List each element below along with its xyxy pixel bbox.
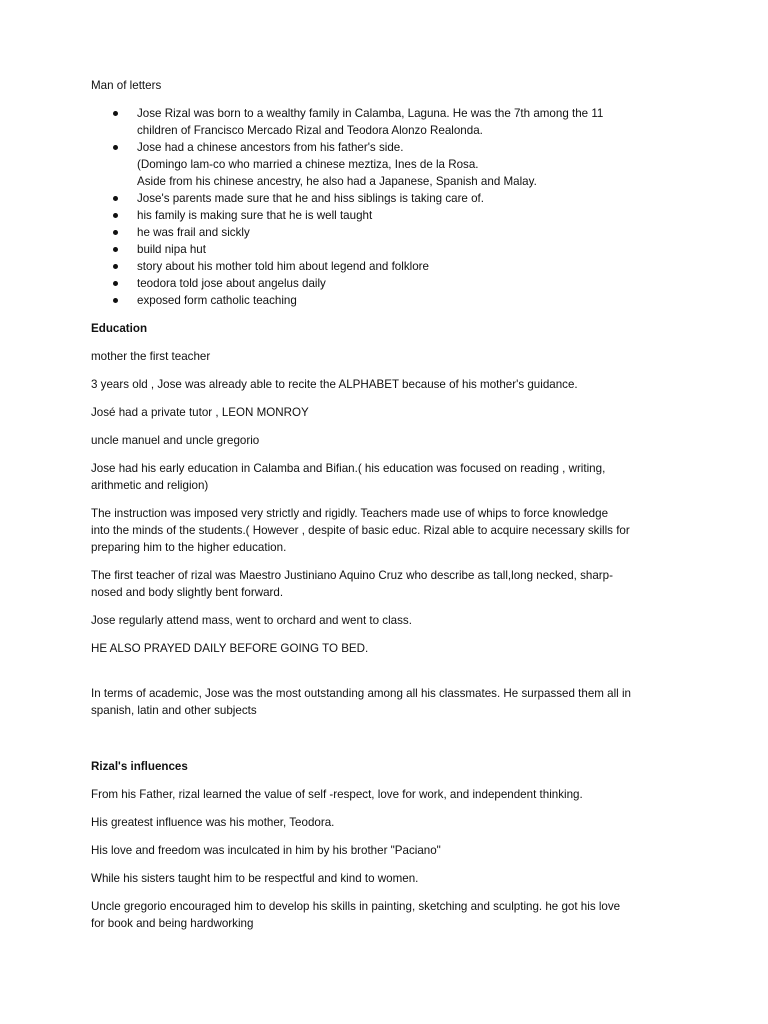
- paragraph: His greatest influence was his mother, Teodora.: [91, 816, 335, 829]
- list-item: exposed form catholic teaching: [91, 292, 681, 309]
- bullet-icon: [113, 196, 118, 201]
- paragraph: Jose regularly attend mass, went to orchard and went to class.: [91, 614, 412, 627]
- bullet-icon: [113, 213, 118, 218]
- bullet-icon: [113, 264, 118, 269]
- paragraph: 3 years old , Jose was already able to recite the ALPHABET because of his mother's guidance.: [91, 378, 578, 391]
- paragraph: In terms of academic, Jose was the most outstanding among all his classmates. He surpassed them all in spanish, latin and other subjects: [91, 687, 632, 717]
- list-item: build nipa hut: [91, 241, 681, 258]
- paragraph: uncle manuel and uncle gregorio: [91, 434, 260, 447]
- paragraph: Uncle gregorio encouraged him to develop his skills in painting, sketching and sculpting. he got his love for book and being hardworking: [91, 900, 621, 930]
- list-item: Jose had a chinese ancestors from his father's side. (Domingo lam-co who married a chinese meztiza, Ines de la Rosa. Aside from his chinese ancestry, he also had a Japanese, Spanish and Malay.: [91, 139, 681, 190]
- paragraph: mother the first teacher: [91, 350, 211, 363]
- paragraph: His love and freedom was inculcated in him by his brother "Paciano": [91, 844, 441, 857]
- section-title-influences: Rizal's influences: [91, 760, 188, 773]
- paragraph: From his Father, rizal learned the value of self -respect, love for work, and independent thinking.: [91, 788, 583, 801]
- section-title-education: Education: [91, 322, 148, 335]
- paragraph: The first teacher of rizal was Maestro Justiniano Aquino Cruz who describe as tall,long necked, sharp- nosed and body slightly bent forward.: [91, 569, 613, 599]
- paragraph: Jose had his early education in Calamba and Bifian.( his education was focused on reading , writing, arithmetic and religion): [91, 462, 606, 492]
- paragraph: HE ALSO PRAYED DAILY BEFORE GOING TO BED.: [91, 642, 369, 655]
- list-item: his family is making sure that he is well taught: [91, 207, 681, 224]
- bullet-list-man-of-letters: [91, 105, 681, 309]
- bullet-icon: [113, 281, 118, 286]
- bullet-icon: [113, 145, 118, 150]
- paragraph: The instruction was imposed very strictly and rigidly. Teachers made use of whips to force knowledge into the minds of the students.( However , despite of basic educ. Rizal able to acquire necessary skills for preparing him to the higher education.: [91, 507, 630, 554]
- paragraph: José had a private tutor , LEON MONROY: [91, 406, 309, 419]
- list-item: Jose's parents made sure that he and hiss siblings is taking care of.: [91, 190, 681, 207]
- list-item: story about his mother told him about legend and folklore: [91, 258, 681, 275]
- bullet-icon: [113, 247, 118, 252]
- bullet-icon: [113, 230, 118, 235]
- list-item: Jose Rizal was born to a wealthy family in Calamba, Laguna. He was the 7th among the 11 children of Francisco Mercado Rizal and Teodora Alonzo Realonda.: [91, 105, 681, 139]
- list-item: teodora told jose about angelus daily: [91, 275, 681, 292]
- paragraph: While his sisters taught him to be respectful and kind to women.: [91, 872, 419, 885]
- list-item: he was frail and sickly: [91, 224, 681, 241]
- bullet-icon: [113, 298, 118, 303]
- bullet-icon: [113, 111, 118, 116]
- section-title-man-of-letters: Man of letters: [91, 79, 162, 92]
- document-body: [91, 77, 681, 932]
